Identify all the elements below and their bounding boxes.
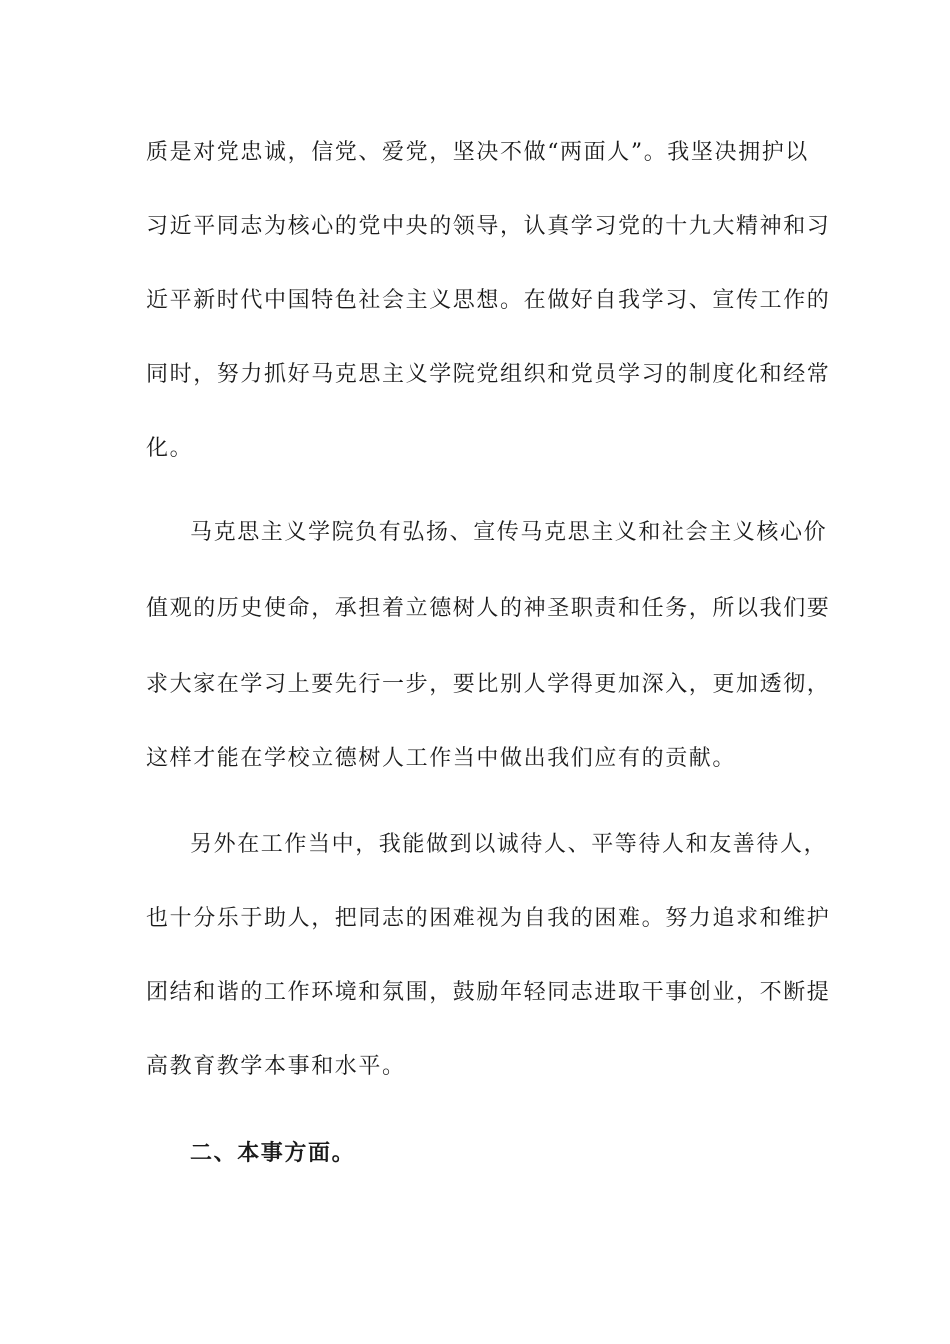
section-heading: 二、本事方面。	[190, 1140, 356, 1166]
text-line: 同时，努力抓好马克思主义学院党组织和党员学习的制度化和经常	[146, 362, 831, 387]
text-line: 化。	[146, 436, 194, 461]
text-line: 马克思主义学院负有弘扬、宣传马克思主义和社会主义核心价	[190, 520, 828, 545]
text-line: 质是对党忠诚，信党、爱党，坚决不做“两面人”。我坚决拥护以	[146, 140, 809, 165]
text-line: 近平新时代中国特色社会主义思想。在做好自我学习、宣传工作的	[146, 288, 831, 313]
text-line: 团结和谐的工作环境和氛围，鼓励年轻同志进取干事创业，不断提	[146, 980, 831, 1005]
text-line: 这样才能在学校立德树人工作当中做出我们应有的贡献。	[146, 746, 737, 771]
text-line: 也十分乐于助人，把同志的困难视为自我的困难。努力追求和维护	[146, 906, 831, 931]
text-line: 值观的历史使命，承担着立德树人的神圣职责和任务，所以我们要	[146, 596, 831, 621]
text-line: 另外在工作当中，我能做到以诚待人、平等待人和友善待人，	[190, 832, 828, 857]
text-line: 求大家在学习上要先行一步，要比别人学得更加深入，更加透彻，	[146, 672, 831, 697]
text-line: 高教育教学本事和水平。	[146, 1054, 406, 1079]
text-line: 习近平同志为核心的党中央的领导，认真学习党的十九大精神和习	[146, 214, 831, 239]
